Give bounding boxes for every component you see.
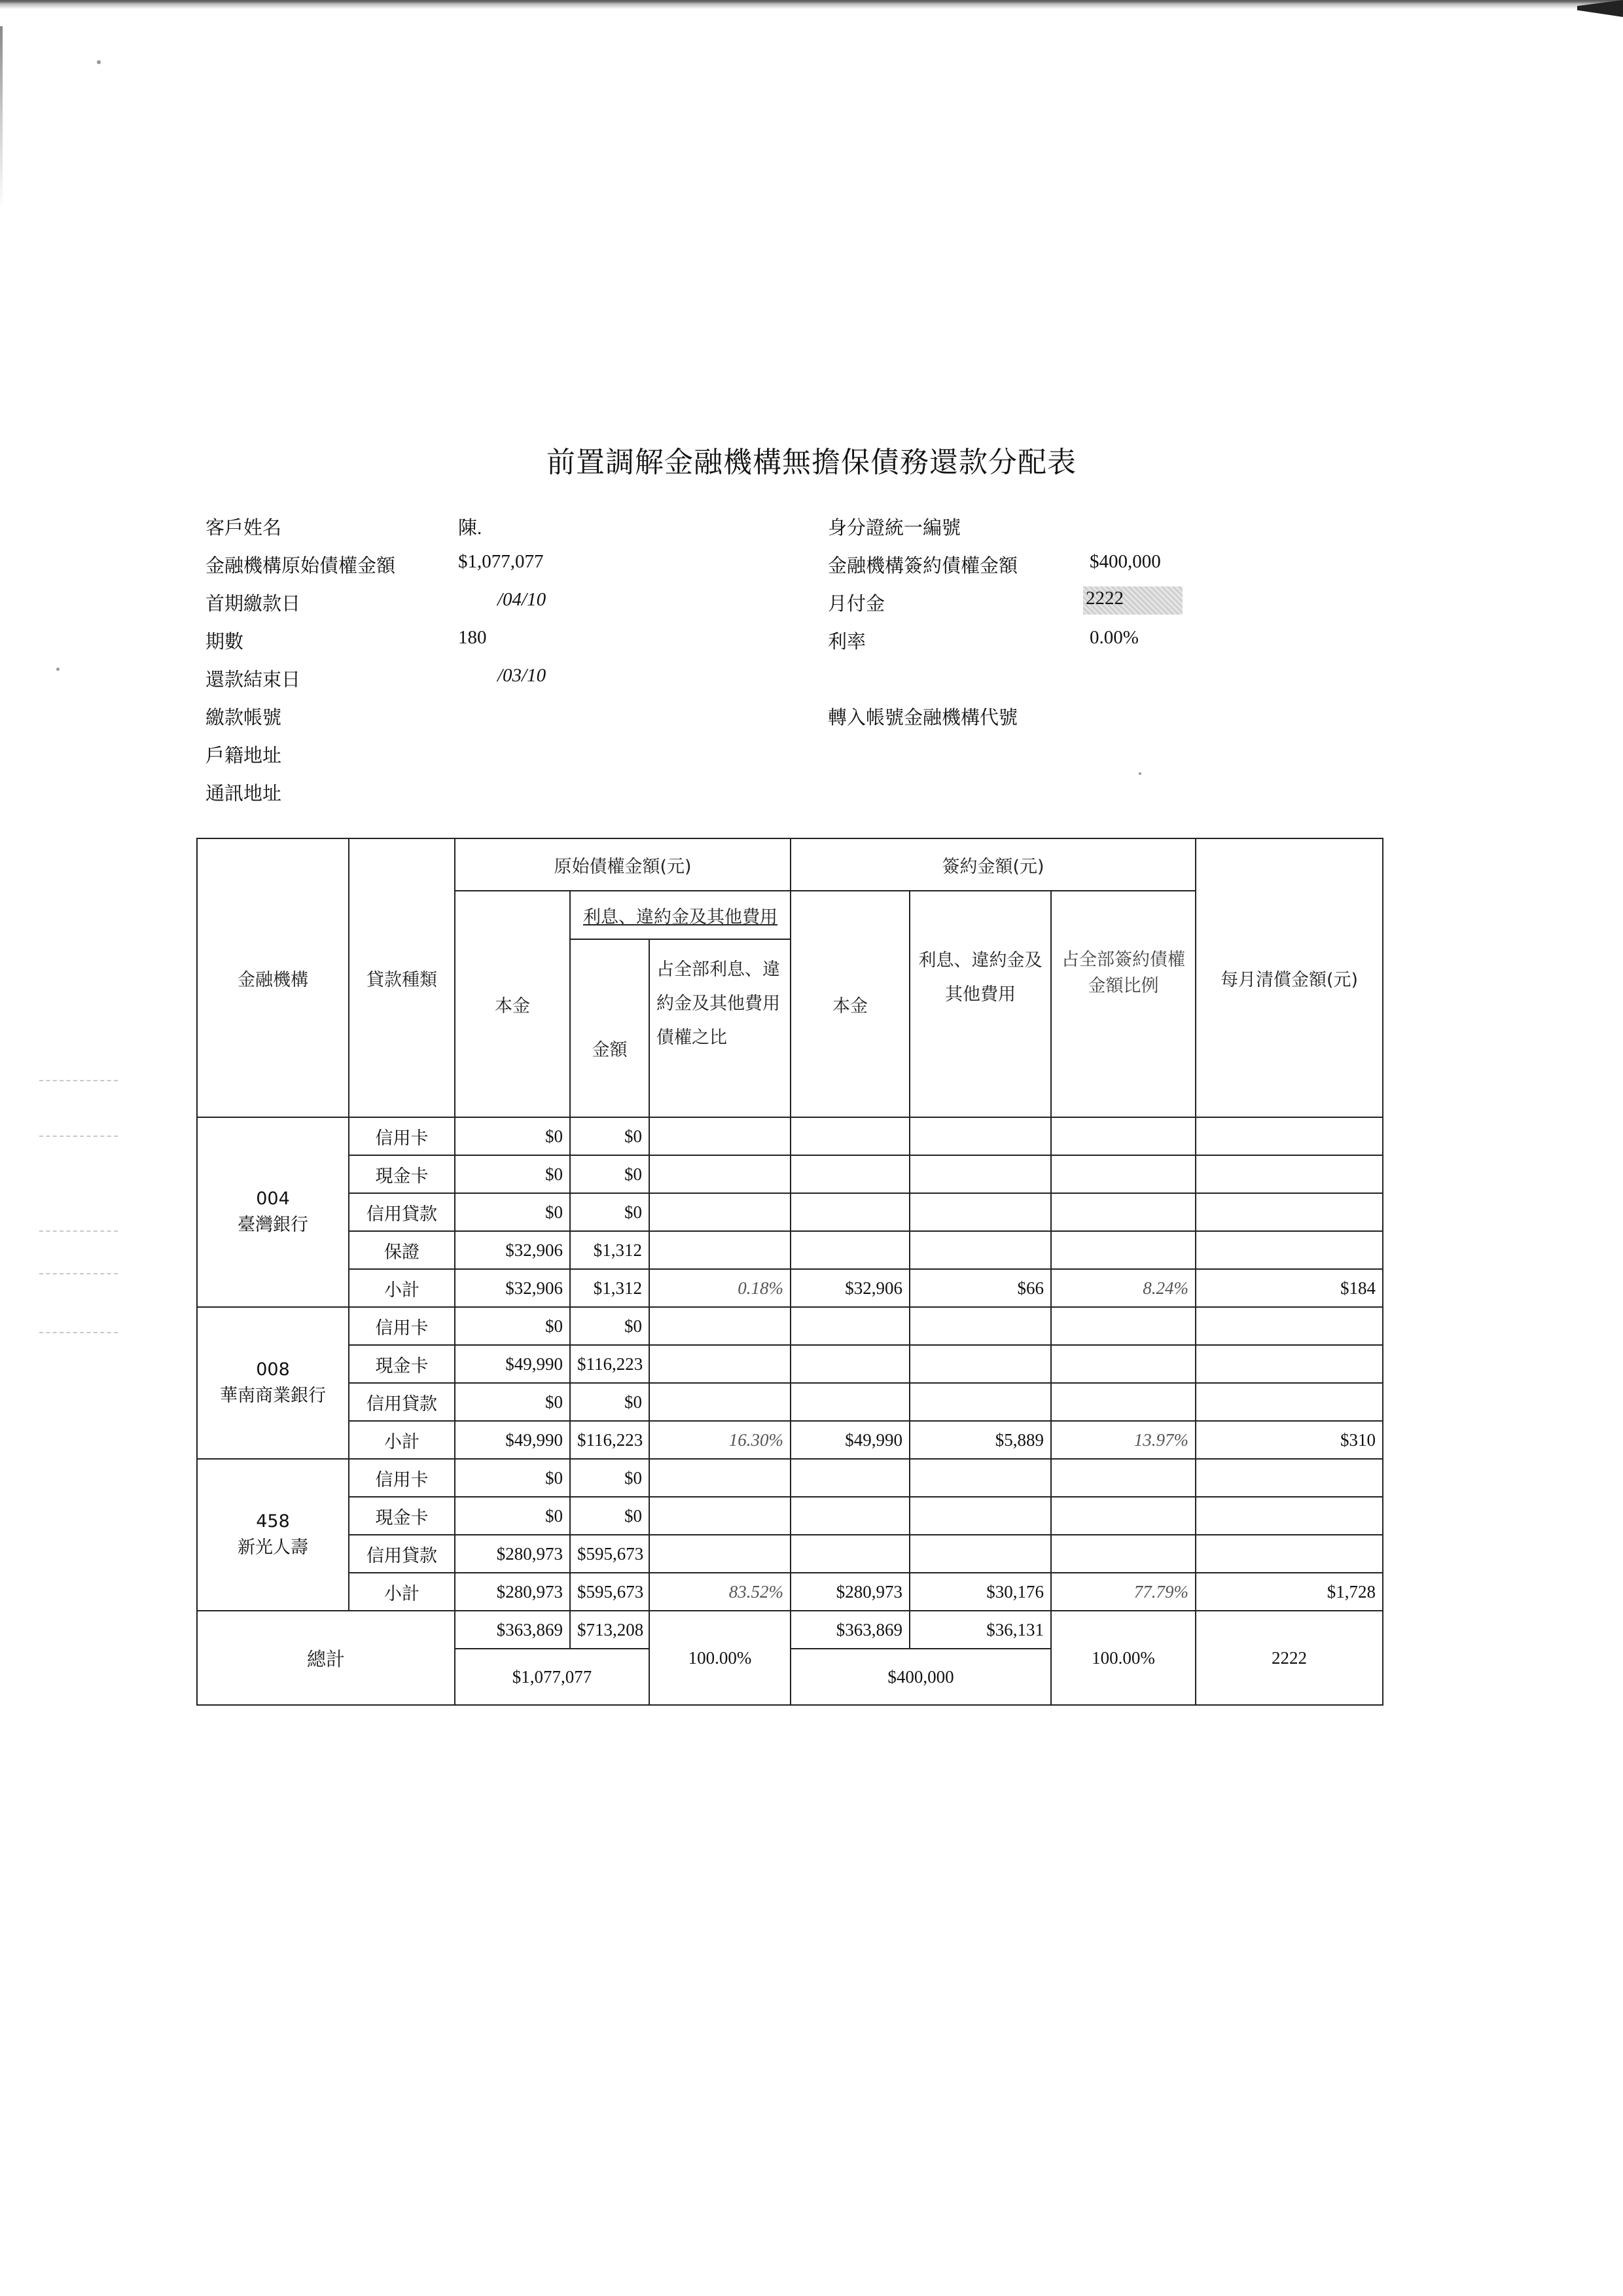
contract-ratio-cell <box>1051 1155 1196 1193</box>
end-date-label: 還款結束日 <box>205 668 301 691</box>
monthly-cell <box>1196 1345 1383 1383</box>
principal-cell: $0 <box>455 1307 570 1345</box>
contract-ratio-cell <box>1051 1231 1196 1269</box>
allocation-table <box>196 838 1383 1706</box>
scan-dash <box>39 1080 118 1081</box>
periods-value: 180 <box>458 627 487 648</box>
total-ratio: 100.00% <box>649 1611 791 1705</box>
amount-cell: $0 <box>570 1459 649 1497</box>
original-ratio-cell <box>649 1497 791 1535</box>
principal-cell: $0 <box>455 1117 570 1155</box>
original-ratio-cell <box>649 1307 791 1345</box>
table-row <box>197 1345 1383 1383</box>
contract-ratio-cell <box>1051 1497 1196 1535</box>
total-amount: $713,208 <box>570 1611 649 1649</box>
header-contract-amount: 簽約金額(元) <box>791 838 1196 891</box>
contract-principal-cell <box>791 1231 910 1269</box>
header-institution: 金融機構 <box>197 838 349 1117</box>
header-principal: 本金 <box>455 891 570 1117</box>
contract-interest-cell <box>910 1535 1051 1573</box>
total-contract-principal: $363,869 <box>791 1611 910 1649</box>
contract-ratio-cell: 13.97% <box>1051 1421 1196 1459</box>
bank-cell <box>197 1459 349 1611</box>
household-address-label: 戶籍地址 <box>205 744 282 766</box>
scan-dash <box>39 1136 118 1137</box>
document-title: 前置調解金融機構無擔保債務還款分配表 <box>546 446 1077 479</box>
customer-name-value: 陳. <box>458 518 482 539</box>
bank-name: 臺灣銀行 <box>238 1215 308 1235</box>
subtotal-row <box>197 1573 1383 1611</box>
contract-ratio-cell <box>1051 1459 1196 1497</box>
total-label: 總計 <box>197 1611 455 1705</box>
rate-value: 0.00% <box>1090 627 1139 648</box>
contract-principal-cell <box>791 1383 910 1421</box>
contract-interest-cell <box>910 1383 1051 1421</box>
contract-ratio-cell <box>1051 1117 1196 1155</box>
scan-dash <box>39 1332 118 1333</box>
first-pay-value: /04/10 <box>497 589 546 610</box>
original-ratio-cell: 83.52% <box>649 1573 791 1611</box>
monthly-label: 月付金 <box>828 592 885 615</box>
contract-ratio-cell <box>1051 1383 1196 1421</box>
total-contract-combined: $400,000 <box>791 1649 1051 1705</box>
scan-dash <box>39 1230 118 1232</box>
amount-cell: $1,312 <box>570 1231 649 1269</box>
contract-ratio-cell <box>1051 1307 1196 1345</box>
contract-interest-cell <box>910 1345 1051 1383</box>
customer-name-label: 客戶姓名 <box>205 516 282 539</box>
header-contract-ratio: 占全部簽約債權金額比例 <box>1051 891 1196 1117</box>
original-ratio-cell <box>649 1459 791 1497</box>
table-row <box>197 1193 1383 1231</box>
rate-label: 利率 <box>828 630 866 653</box>
principal-cell: $0 <box>455 1383 570 1421</box>
original-ratio-cell <box>649 1345 791 1383</box>
loan-type-cell: 小計 <box>349 1573 455 1611</box>
principal-cell: $280,973 <box>455 1573 570 1611</box>
amount-cell: $595,673 <box>570 1535 649 1573</box>
contract-interest-cell: $66 <box>910 1269 1051 1307</box>
end-date-value: /03/10 <box>497 665 546 686</box>
bank-code: 008 <box>256 1359 290 1380</box>
contract-interest-cell: $30,176 <box>910 1573 1051 1611</box>
subtotal-row <box>197 1421 1383 1459</box>
total-contract-ratio: 100.00% <box>1051 1611 1196 1705</box>
loan-type-cell: 信用貸款 <box>349 1535 455 1573</box>
amount-cell: $0 <box>570 1155 649 1193</box>
monthly-cell <box>1196 1459 1383 1497</box>
contract-interest-cell <box>910 1459 1051 1497</box>
periods-label: 期數 <box>205 630 244 653</box>
amount-cell: $0 <box>570 1193 649 1231</box>
header-original-amount: 原始債權金額(元) <box>455 838 791 891</box>
contract-principal-cell: $49,990 <box>791 1421 910 1459</box>
original-ratio-cell: 16.30% <box>649 1421 791 1459</box>
amount-cell: $0 <box>570 1307 649 1345</box>
amount-cell: $116,223 <box>570 1345 649 1383</box>
monthly-cell <box>1196 1497 1383 1535</box>
monthly-cell: $184 <box>1196 1269 1383 1307</box>
principal-cell: $280,973 <box>455 1535 570 1573</box>
table-row <box>197 1307 1383 1345</box>
original-ratio-cell <box>649 1535 791 1573</box>
monthly-cell <box>1196 1231 1383 1269</box>
scan-left-edge <box>0 26 3 209</box>
contract-principal-cell <box>791 1459 910 1497</box>
original-ratio-cell: 0.18% <box>649 1269 791 1307</box>
loan-type-cell: 現金卡 <box>349 1345 455 1383</box>
contract-principal-cell <box>791 1117 910 1155</box>
bank-name: 新光人壽 <box>238 1537 308 1558</box>
scan-top-edge <box>0 0 1623 10</box>
monthly-cell: $1,728 <box>1196 1573 1383 1611</box>
loan-type-cell: 信用卡 <box>349 1117 455 1155</box>
contract-ratio-cell: 8.24% <box>1051 1269 1196 1307</box>
bank-name: 華南商業銀行 <box>220 1386 326 1406</box>
amount-cell: $595,673 <box>570 1573 649 1611</box>
table-body <box>197 1117 1383 1611</box>
subtotal-row <box>197 1269 1383 1307</box>
header-original-ratio: 占全部利息、違約金及其他費用債權之比 <box>649 939 791 1117</box>
contract-amount-label: 金融機構簽約債權金額 <box>828 554 1018 577</box>
total-contract-interest: $36,131 <box>910 1611 1051 1649</box>
bank-cell <box>197 1307 349 1459</box>
contract-ratio-cell <box>1051 1193 1196 1231</box>
contract-interest-cell <box>910 1117 1051 1155</box>
loan-type-cell: 信用卡 <box>349 1307 455 1345</box>
contract-principal-cell: $32,906 <box>791 1269 910 1307</box>
loan-type-cell: 信用貸款 <box>349 1193 455 1231</box>
first-pay-label: 首期繳款日 <box>205 592 301 615</box>
contract-principal-cell <box>791 1535 910 1573</box>
total-combined: $1,077,077 <box>455 1649 649 1705</box>
monthly-cell <box>1196 1117 1383 1155</box>
total-principal: $363,869 <box>455 1611 570 1649</box>
principal-cell: $49,990 <box>455 1345 570 1383</box>
loan-type-cell: 小計 <box>349 1421 455 1459</box>
original-ratio-cell <box>649 1231 791 1269</box>
table-row <box>197 1117 1383 1155</box>
header-contract-principal: 本金 <box>791 891 910 1117</box>
contract-principal-cell <box>791 1345 910 1383</box>
loan-type-cell: 小計 <box>349 1269 455 1307</box>
original-amount-label: 金融機構原始債權金額 <box>205 554 396 577</box>
original-amount-value: $1,077,077 <box>458 551 544 572</box>
id-label: 身分證統一編號 <box>828 516 961 539</box>
principal-cell: $32,906 <box>455 1269 570 1307</box>
contract-interest-cell <box>910 1497 1051 1535</box>
contract-principal-cell: $280,973 <box>791 1573 910 1611</box>
scan-speck <box>97 60 101 64</box>
loan-type-cell: 保證 <box>349 1231 455 1269</box>
contract-principal-cell <box>791 1307 910 1345</box>
principal-cell: $49,990 <box>455 1421 570 1459</box>
total-monthly: 2222 <box>1196 1611 1383 1705</box>
header-interest-group: 利息、違約金及其他費用 <box>570 891 791 939</box>
contract-principal-cell <box>791 1497 910 1535</box>
contract-interest-cell: $5,889 <box>910 1421 1051 1459</box>
header-monthly-payment: 每月清償金額(元) <box>1196 838 1383 1117</box>
original-ratio-cell <box>649 1383 791 1421</box>
contract-interest-cell <box>910 1307 1051 1345</box>
contract-principal-cell <box>791 1155 910 1193</box>
scan-dash <box>39 1273 118 1274</box>
amount-cell: $0 <box>570 1383 649 1421</box>
table-row <box>197 1383 1383 1421</box>
transfer-code-label: 轉入帳號金融機構代號 <box>828 706 1018 728</box>
table-row <box>197 1155 1383 1193</box>
original-ratio-cell <box>649 1193 791 1231</box>
amount-cell: $0 <box>570 1117 649 1155</box>
principal-cell: $0 <box>455 1193 570 1231</box>
bank-code: 458 <box>256 1511 290 1532</box>
contract-interest-cell <box>910 1231 1051 1269</box>
mailing-address-label: 通訊地址 <box>205 782 282 804</box>
header-loan-type: 貸款種類 <box>349 838 455 1117</box>
pay-account-label: 繳款帳號 <box>205 706 282 728</box>
loan-type-cell: 現金卡 <box>349 1155 455 1193</box>
original-ratio-cell <box>649 1155 791 1193</box>
monthly-cell <box>1196 1307 1383 1345</box>
monthly-cell <box>1196 1193 1383 1231</box>
contract-interest-cell <box>910 1193 1051 1231</box>
loan-type-cell: 信用貸款 <box>349 1383 455 1421</box>
loan-type-cell: 現金卡 <box>349 1497 455 1535</box>
contract-ratio-cell: 77.79% <box>1051 1573 1196 1611</box>
contract-ratio-cell <box>1051 1345 1196 1383</box>
table-row <box>197 1459 1383 1497</box>
table-total <box>197 1611 1383 1705</box>
contract-amount-value: $400,000 <box>1090 551 1161 572</box>
scan-speck <box>1139 772 1141 775</box>
contract-interest-cell <box>910 1155 1051 1193</box>
table-row <box>197 1231 1383 1269</box>
monthly-cell <box>1196 1155 1383 1193</box>
original-ratio-cell <box>649 1117 791 1155</box>
bank-cell <box>197 1117 349 1307</box>
monthly-cell <box>1196 1535 1383 1573</box>
scan-speck <box>56 668 60 671</box>
amount-cell: $116,223 <box>570 1421 649 1459</box>
principal-cell: $0 <box>455 1459 570 1497</box>
bank-code: 004 <box>256 1189 290 1209</box>
table-row <box>197 1535 1383 1573</box>
header-amount: 金額 <box>570 939 649 1117</box>
principal-cell: $0 <box>455 1497 570 1535</box>
monthly-cell: $310 <box>1196 1421 1383 1459</box>
monthly-value: 2222 <box>1083 586 1183 615</box>
contract-principal-cell <box>791 1193 910 1231</box>
principal-cell: $32,906 <box>455 1231 570 1269</box>
loan-type-cell: 信用卡 <box>349 1459 455 1497</box>
contract-ratio-cell <box>1051 1535 1196 1573</box>
header-contract-interest: 利息、違約金及其他費用 <box>910 891 1051 1117</box>
principal-cell: $0 <box>455 1155 570 1193</box>
amount-cell: $1,312 <box>570 1269 649 1307</box>
amount-cell: $0 <box>570 1497 649 1535</box>
table-row <box>197 1497 1383 1535</box>
monthly-cell <box>1196 1383 1383 1421</box>
